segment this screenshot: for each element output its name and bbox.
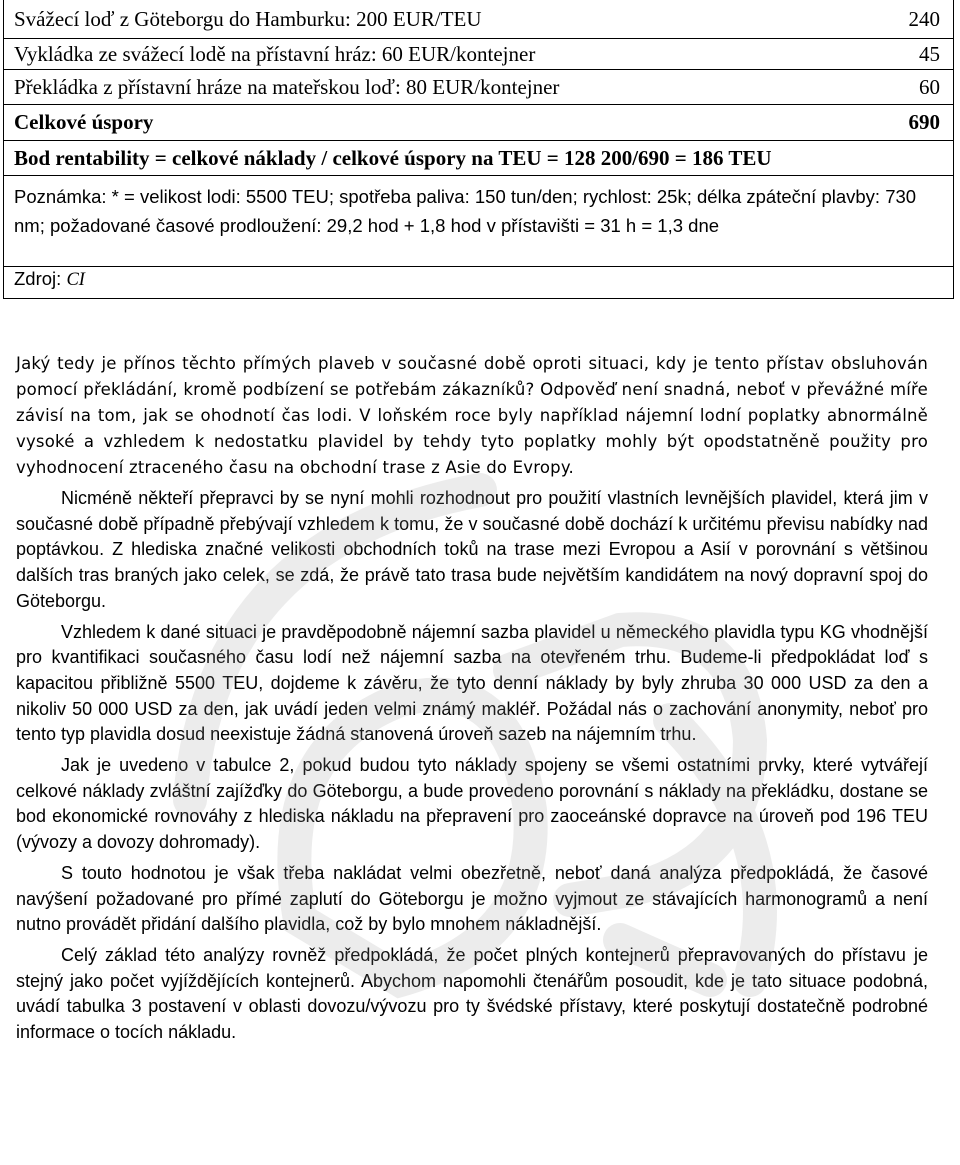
source-label: Zdroj: xyxy=(14,268,67,289)
paragraph: Nicméně někteří přepravci by se nyní mohli rozhodnout pro použití vlastních levnějších plavidel, která jim v současné době případně přebývají vzhledem k tomu, že v současné době dochází k určitému převisu nabídky nad poptávkou. Z hlediska značné velikosti obchodních toků na trase mezi Evropou a Asií v porovnání s většinou dalších tras braných jako celek, se zdá, že právě tato trasa bude největším kandidátem na nový dopravní spoj do Göteborgu. xyxy=(16,488,928,611)
row-label: Bod rentability = celkové náklady / celkové úspory na TEU = 128 200/690 = 186 TEU xyxy=(14,145,772,170)
paragraph: S touto hodnotou je však třeba nakládat velmi obezřetně, neboť daná analýza předpokládá, že časové navýšení požadované pro přímé zaplutí do Göteborgu je možno vyjmout ze stávajících harmonogramů a není nutno provádět přidání dalšího plavidla, což by bylo mnohem nákladnější. xyxy=(16,862,928,935)
row-value: 690 xyxy=(908,110,940,134)
row-label: Svážecí loď z Göteborgu do Hamburku: 200 EUR/TEU xyxy=(14,6,482,31)
row-value: 45 xyxy=(919,41,940,66)
paragraph: Jak je uvedeno v tabulce 2, pokud budou tyto náklady spojeny se všemi ostatními prvky, které vytvářejí celkové náklady zvláštní zajížďky do Göteborgu, a bude provedeno porovnání s náklady na překládku, dostane se bod ekonomické rovnováhy z hlediska nákladu na přepravení pro zaoceánské dopravce na úroveň pod 196 TEU (vývozy a dovozy dohromady). xyxy=(16,755,928,853)
table-row xyxy=(4,70,953,105)
table-source xyxy=(4,267,953,298)
row-value: 60 xyxy=(919,74,940,99)
source-value: CI xyxy=(66,270,85,290)
table-row xyxy=(4,0,953,39)
row-label: Překládka z přístavní hráze na mateřskou loď: 80 EUR/kontejner xyxy=(14,74,560,99)
paragraph: Vzhledem k dané situaci je pravděpodobně nájemní sazba plavidel u německého plavidla typu KG vhodnější pro kvantifikaci současného času lodí než nájemní sazba na otevřeném trhu. Budeme-li předpokládat loď s kapacitou přibližně 5500 TEU, dojdeme k závěru, že tyto denní náklady by byly zhruba 30 000 USD za den a nikoliv 50 000 USD za den, jak uvádí jeden velmi známý makléř. Požádal nás o zachování anonymity, neboť pro tento typ plavidla dosud neexistuje žádná stanovená úroveň sazeb na nájemním trhu. xyxy=(16,621,928,745)
table-row xyxy=(4,39,953,70)
body-text xyxy=(16,351,928,1051)
paragraph: Jaký tedy je přínos těchto přímých plaveb v současné době oproti situaci, kdy je tento přístav obsluhován pomocí překládání, kromě podbízení se potřebám zákazníků? Odpověď není snadná, neboť v převážné míře závisí na tom, jak se ohodnotí čas lodi. V loňském roce byly například nájemní lodní poplatky abnormálně vysoké a vzhledem k nedostatku plavidel by tehdy tyto poplatky mohly být opodstatněně použity pro vyhodnocení ztraceného času na obchodní trase z Asie do Evropy. xyxy=(16,354,928,477)
paragraph: Celý základ této analýzy rovněž předpokládá, že počet plných kontejnerů přepravovaných do přístavu je stejný jako počet vyjíždějících kontejnerů. Abychom napomohli čtenářům posoudit, kde je tato situace podobná, uvádí tabulka 3 postavení v oblasti dovozu/vývozu pro ty švédské přístavy, které poskytují dostatečně podrobné informace o tocích nákladu. xyxy=(16,944,928,1043)
row-label: Vykládka ze svážecí lodě na přístavní hráz: 60 EUR/kontejner xyxy=(14,41,536,66)
row-label: Celkové úspory xyxy=(14,110,154,134)
table-row-breakeven xyxy=(4,141,953,176)
table-row-total xyxy=(4,105,953,141)
cost-table xyxy=(3,0,954,299)
row-value: 240 xyxy=(908,6,940,31)
table-note: Poznámka: * = velikost lodi: 5500 TEU; spotřeba paliva: 150 tun/den; rychlost: 25k; délka zpáteční plavby: 730 nm; požadované časové prodloužení: 29,2 hod + 1,8 hod v přístavišti = 31 h = 1,3 dne xyxy=(4,176,953,267)
